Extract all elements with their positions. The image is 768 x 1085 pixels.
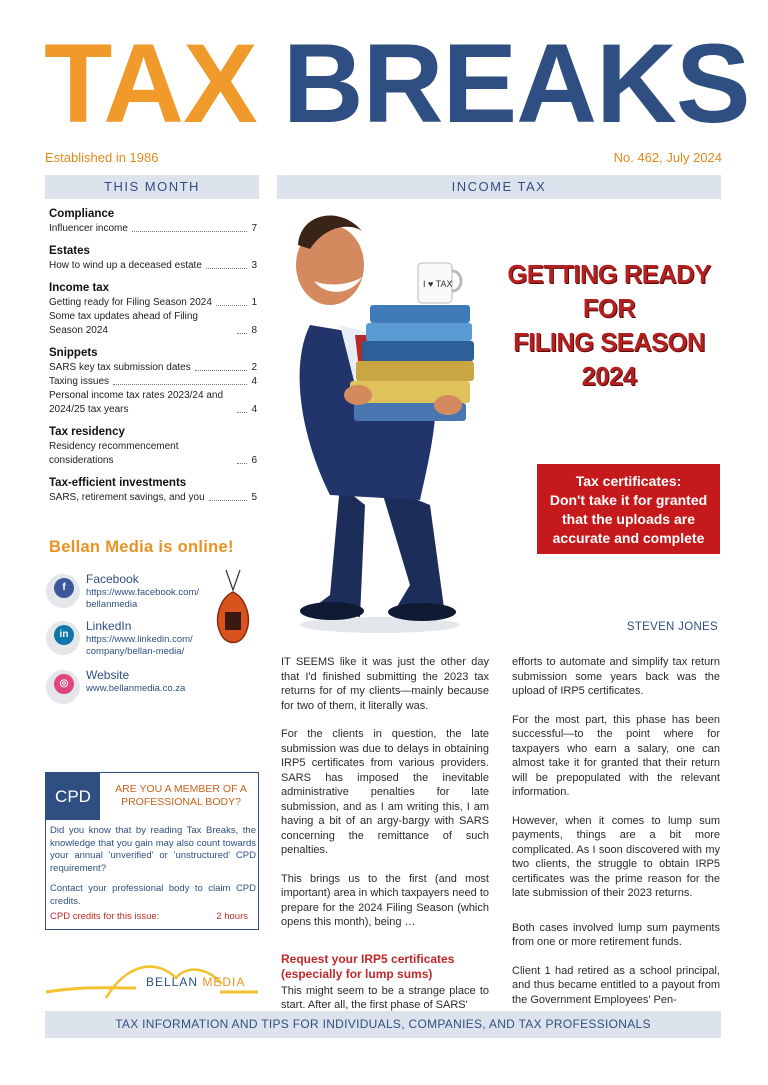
logo-text: BELLAN MEDIA [146,975,246,989]
toc-entry[interactable]: Getting ready for Filing Season 2024 1 [49,297,257,308]
toc-page-number: 1 [251,297,257,308]
web-icon: ◎ [46,670,82,706]
masthead [44,21,750,146]
toc-section [49,425,257,468]
toc-page-number: 2 [251,362,257,373]
toc-page-number: 4 [251,376,257,387]
established-line: Established in 1986 [45,150,159,165]
toc-section [49,281,257,338]
cpd-text: Did you know that by reading Tax Breaks, the knowledge that you gain may also count towards your annual 'unverified' or 'unstructured' CPD requirement? Contact your professional body to claim CPD credits. [50,825,256,907]
online-heading: Bellan Media is online! [49,538,234,556]
toc-heading: Compliance [49,208,115,220]
linkedin-url[interactable]: https://www.linkedin.com/ company/bellan-media/ [86,634,193,657]
toc-page-number: 5 [251,492,257,503]
toc-entry[interactable]: SARS, retirement savings, and you 5 [49,492,257,503]
cpd-box [45,772,259,930]
cpd-credits: 2 hours CPD credits for this issue: [50,911,248,922]
toc-page-number: 7 [251,223,257,234]
toc-entry[interactable]: Some tax updates ahead of Filing Season 2024 8 [49,311,257,336]
social-linkedin[interactable] [46,619,216,659]
cpd-question: ARE YOU A MEMBER OF A PROFESSIONAL BODY? [115,783,247,808]
cpd-badge: CPD [46,773,100,820]
masthead-tax: TAX [44,21,257,146]
toc-heading: Snippets [49,347,98,359]
toc-heading: Estates [49,245,90,257]
toc-entry[interactable]: How to wind up a deceased estate 3 [49,260,257,271]
linkedin-title: LinkedIn [86,619,132,633]
social-facebook[interactable] [46,572,216,612]
social-website[interactable] [46,668,216,706]
toc-entry[interactable]: SARS key tax submission dates 2 [49,362,257,373]
callout-box: Tax certificates: Don't take it for granted that the uploads are accurate and complete [537,464,720,554]
article-column-2: efforts to automate and simplify tax return submission some years back was the upload of IRP5 certificates. For the most part, this phase has been successful—to the point where for taxpayers who earn a salary, one can almost take it for granted that their return will be prepopulated with the relevant information. However, when it comes to lump sum payments, things are a bit more complicated. As I soon discovered with my two clients, the struggle to obtain IRP5 certificates was the prime reason for the late submission of their 2023 returns. Both cases involved lump sum payments from one or more retirement funds. Client 1 had retired as a school principal, and thus became entitled to a payout from the Government Employees' Pen- [512,656,720,1006]
income-tax-band: INCOME TAX [277,175,721,199]
masthead-breaks: BREAKS [282,21,750,146]
author-byline: STEVEN JONES [626,621,718,633]
this-month-band: THIS MONTH [45,175,259,199]
issue-number: No. 462, July 2024 [613,150,722,165]
toc-entry[interactable]: Taxing issues 4 [49,376,257,387]
toc-entry[interactable]: Personal income tax rates 2023/24 and 2024/25 tax years 4 [49,390,257,415]
linkedin-icon: in [46,621,82,657]
toc-section [49,476,257,505]
toc-entry[interactable]: Influencer income 7 [49,223,257,234]
toc-section [49,346,257,417]
website-title: Website [86,668,130,682]
pendant-image [210,568,256,652]
toc-page-number: 8 [251,325,257,336]
toc-page-number: 6 [251,455,257,466]
man-with-folders-illustration [270,205,485,635]
toc-page-number: 3 [251,260,257,271]
toc-section [49,207,257,236]
headline: GETTING READY FOR FILING SEASON 2024 [507,261,711,391]
toc-heading: Income tax [49,282,110,294]
mug-text: I ♥ TAX [423,279,453,289]
facebook-title: Facebook [86,572,139,586]
facebook-icon: f [46,574,82,610]
table-of-contents [49,207,257,513]
section-subhead: Request your IRP5 certificates (especially for lump sums) [281,951,455,981]
toc-heading: Tax residency [49,426,125,438]
footer-banner: TAX INFORMATION AND TIPS FOR INDIVIDUALS, COMPANIES, AND TAX PROFESSIONALS [45,1011,721,1038]
toc-page-number: 4 [251,404,257,415]
website-url[interactable]: www.bellanmedia.co.za [86,683,186,694]
toc-section [49,244,257,273]
toc-heading: Tax-efficient investments [49,477,187,489]
article-column-1: IT SEEMS like it was just the other day that I'd finished submitting the 2023 tax returns for of my clients—mainly because for two of them, it literally was. For the clients in question, the late submission was due to delays in obtaining IRP5 certificates from various providers. SARS has imposed the inevitable administrative penalties for late submission, and as I am writing this, I am having a bit of an argy-bargy with SARS concerning the remittance of such penalties. This brings us to the first (and most important) area in which taxpayers need to prepare for the 2024 Filing Season (which opens this month), being … Request your IRP5 certificates (especially for lump sums) This might seem to be a strange place to start. After all, the first phase of SARS' [281,656,489,1011]
facebook-url[interactable]: https://www.facebook.com/ bellanmedia [86,587,199,610]
toc-entry[interactable]: Residency recommencement considerations 6 [49,441,257,466]
